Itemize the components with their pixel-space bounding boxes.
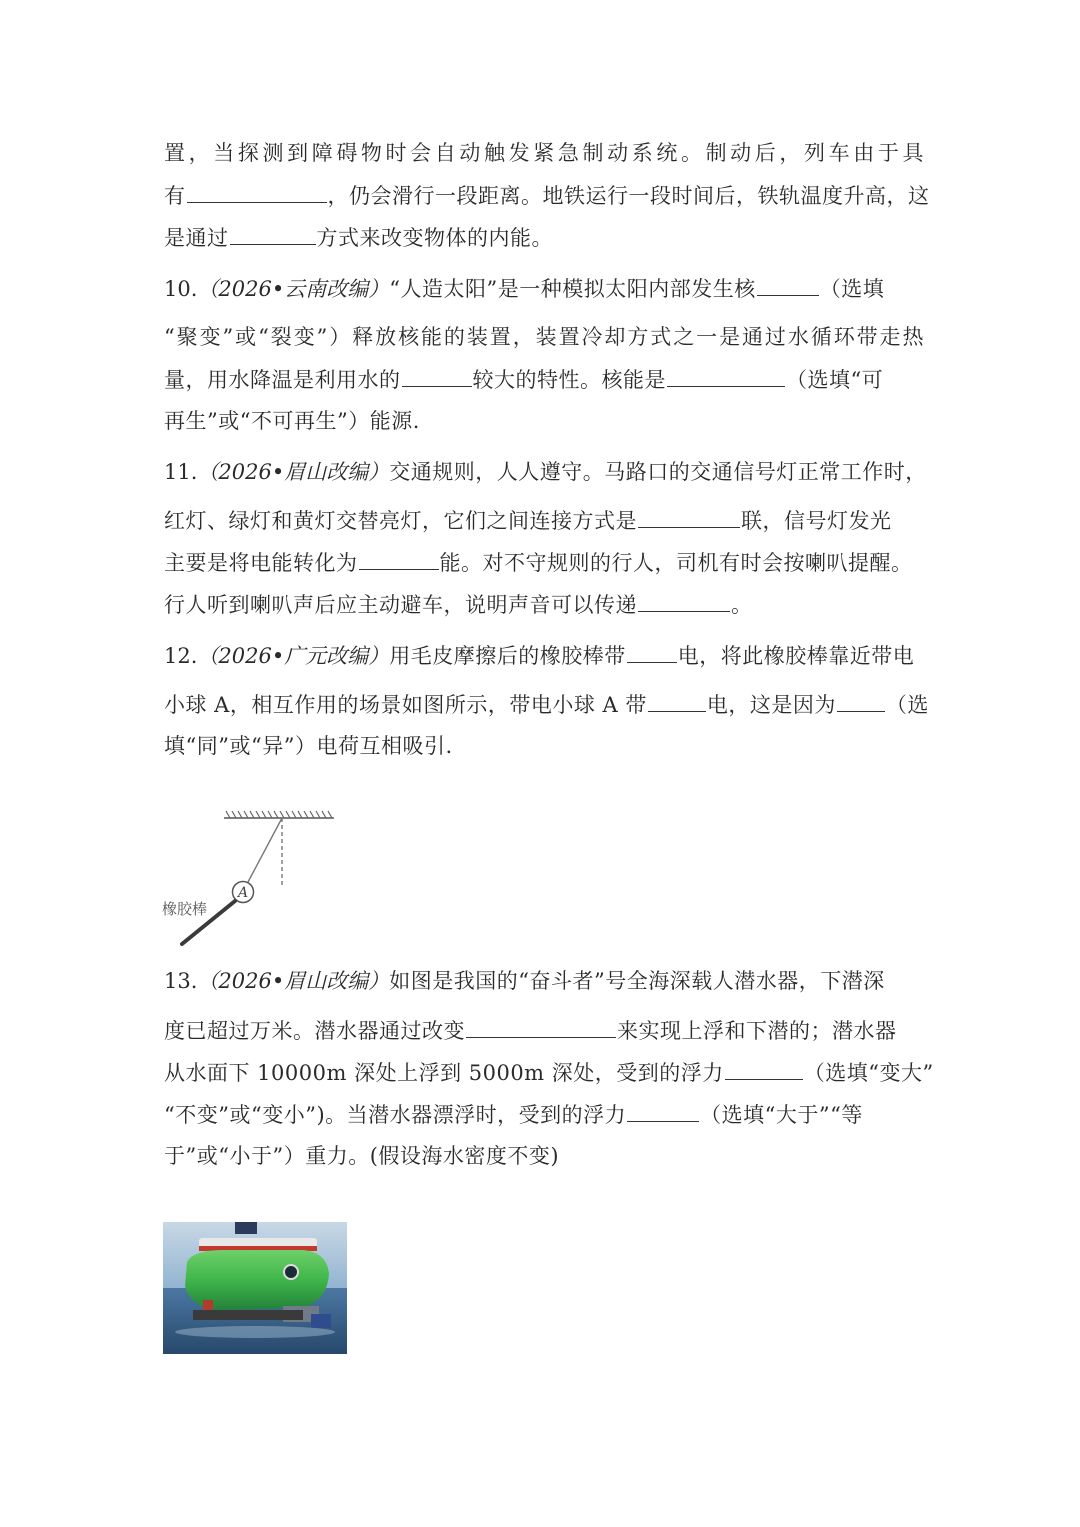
sample-basket <box>311 1314 331 1328</box>
q9-line-3: 是通过 方式来改变物体的内能。 <box>164 222 924 253</box>
answer-blank[interactable] <box>627 640 677 663</box>
q9-line-2: 有 ，仍会滑行一段距离。地铁运行一段时间后，铁轨温度升高，这 <box>164 180 924 211</box>
q12-line-2: 小球 A，相互作用的场景如图所示，带电小球 A 带 电，这是因为 （选 <box>164 689 924 720</box>
answer-blank[interactable] <box>627 1099 699 1122</box>
ceiling-hatch <box>224 811 334 818</box>
answer-blank[interactable] <box>725 1057 803 1080</box>
water-reflection <box>175 1326 335 1338</box>
q10-line-1: 10.（2026•云南改编）“人造太阳”是一种模拟太阳内部发生核 （选填 <box>164 273 924 304</box>
q10-line-2: “聚变”或“裂变”）释放核能的装置，装置冷却方式之一是通过水循环带走热 <box>164 325 924 349</box>
q9-line-1: 置，当探测到障碍物时会自动触发紧急制动系统。制动后，列车由于具 <box>164 141 924 165</box>
thruster-left <box>203 1300 213 1310</box>
answer-blank[interactable] <box>359 547 439 570</box>
question-source: （2026•眉山改编） <box>197 969 390 993</box>
suspension-thread <box>248 818 282 882</box>
question-number: 13. <box>164 969 198 993</box>
answer-blank[interactable] <box>757 273 819 296</box>
answer-blank[interactable] <box>638 589 730 612</box>
q13-line-5: 于”或“小于”）重力。(假设海水密度不变) <box>164 1144 560 1168</box>
lift-frame <box>235 1222 257 1234</box>
answer-blank[interactable] <box>187 180 327 203</box>
answer-blank[interactable] <box>466 1015 616 1038</box>
q11-line-1: 11.（2026•眉山改编）交通规则，人人遵守。马路口的交通信号灯正常工作时， <box>164 460 927 484</box>
submersible-photo <box>163 1222 347 1354</box>
question-number: 11. <box>164 460 198 484</box>
question-source: （2026•广元改编） <box>197 644 390 668</box>
question-number: 10. <box>164 277 198 301</box>
q12-line-1: 12.（2026•广元改编）用毛皮摩擦后的橡胶棒带 电，将此橡胶棒靠近带电 <box>164 640 924 671</box>
q13-line-3: 从水面下 10000m 深处上浮到 5000m 深处，受到的浮力 （选填“变大” <box>164 1057 924 1088</box>
question-number: 12. <box>164 644 198 668</box>
q13-line-1: 13.（2026•眉山改编）如图是我国的“奋斗者”号全海深载人潜水器，下潜深 <box>164 969 885 993</box>
rubber-rod-label: 橡胶棒 <box>162 900 208 918</box>
q10-line-3: 量，用水降温是利用水的 较大的特性。核能是 （选填“可 <box>164 364 924 395</box>
q13-line-2: 度已超过万米。潜水器通过改变 来实现上浮和下潜的；潜水器 <box>164 1015 924 1046</box>
q12-line-3: 填“同”或“异”）电荷互相吸引. <box>164 734 453 758</box>
viewport-window <box>284 1265 298 1279</box>
q11-line-3: 主要是将电能转化为 能。对不守规则的行人，司机有时会按喇叭提醒。 <box>164 547 924 578</box>
q13-line-4: “不变”或“变小”)。当潜水器漂浮时，受到的浮力 （选填“大于”“等 <box>164 1099 924 1130</box>
answer-blank[interactable] <box>638 505 740 528</box>
submersible-skid <box>193 1310 303 1320</box>
question-source: （2026•云南改编） <box>197 277 390 301</box>
q10-line-4: 再生”或“不可再生”）能源. <box>164 409 420 433</box>
q11-line-4: 行人听到喇叭声后应主动避车，说明声音可以传递 。 <box>164 589 924 620</box>
pendulum-figure <box>160 806 350 951</box>
answer-blank[interactable] <box>648 689 706 712</box>
answer-blank[interactable] <box>667 364 785 387</box>
answer-blank[interactable] <box>402 364 472 387</box>
q11-line-2: 红灯、绿灯和黄灯交替亮灯，它们之间连接方式是 联，信号灯发光 <box>164 505 924 536</box>
answer-blank[interactable] <box>837 689 885 712</box>
ball-label: A <box>237 885 249 901</box>
answer-blank[interactable] <box>230 222 316 245</box>
question-source: （2026•眉山改编） <box>197 460 390 484</box>
